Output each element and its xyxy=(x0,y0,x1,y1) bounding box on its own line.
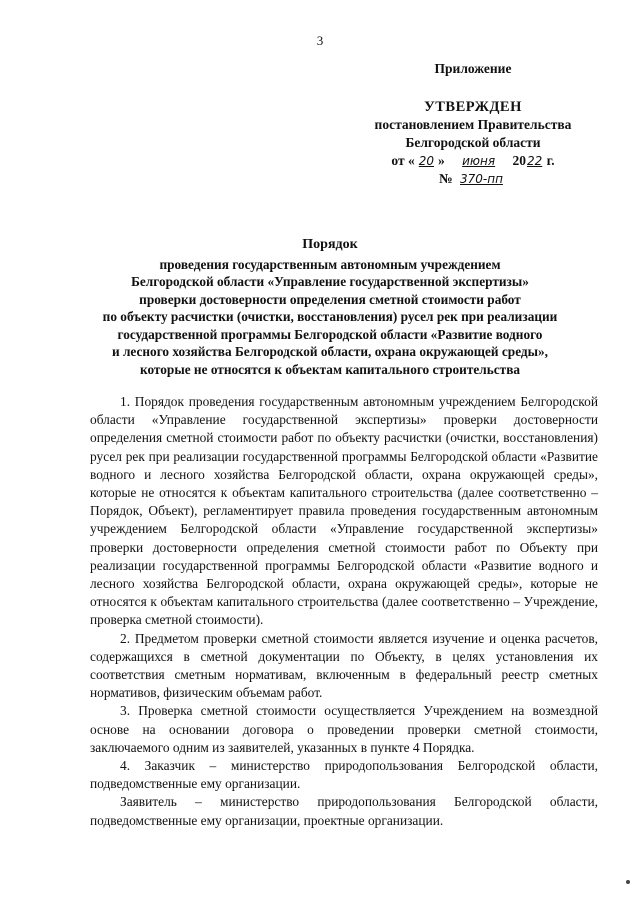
paragraph-3: 3. Проверка сметной стоимости осуществляется Учреждением на возмездной основе на основании договора о проведении проверки сметной стоимости, заключаемого одним из заявителей, указанных в пункте 4 Порядка. xyxy=(90,703,598,755)
paragraph-4: 4. Заказчик – министерство природопользования Белгородской области, подведомственные ему организации. xyxy=(90,758,598,792)
title-line: проверки достоверности определения сметной стоимости работ xyxy=(139,291,521,307)
approval-stamp xyxy=(358,60,588,188)
title-line: которые не относятся к объектам капитального строительства xyxy=(139,361,521,377)
page-number: 3 xyxy=(316,33,324,48)
title-line: проведения государственным автономным учреждением xyxy=(159,256,501,272)
document-title xyxy=(70,236,590,378)
title-line: Белгородской области «Управление государственной экспертизы» xyxy=(131,274,529,289)
date-month: июня xyxy=(462,154,496,168)
document-body xyxy=(90,393,598,830)
date-suffix: г. xyxy=(546,153,555,168)
date-day: 20 xyxy=(418,154,434,168)
approval-number xyxy=(358,170,588,188)
scan-speck xyxy=(626,880,630,884)
approved-label: УТВЕРЖДЕН xyxy=(424,99,522,115)
date-year-suffix: 22 xyxy=(526,154,543,168)
title-line: по объекту расчистки (очистки, восстановления) русел рек при реализации xyxy=(102,309,558,324)
paragraph-2: 2. Предметом проверки сметной стоимости является изучение и оценка расчетов, содержащихся в сметной документации по Объекту, в целях установления их соответствия сметным нормативам, включенным в федеральный реестр сметных нормативов, физическим объемам работ. xyxy=(90,630,598,701)
approval-date xyxy=(358,152,588,170)
approval-line-1: постановлением Правительства xyxy=(374,117,572,132)
paragraph-5: Заявитель – министерство природопользования Белгородской области, подведомственные ему организации, проектные организации. xyxy=(90,794,598,828)
number-value: 370-пп xyxy=(460,172,503,186)
date-mid: » xyxy=(438,153,445,168)
number-prefix: № xyxy=(439,171,453,186)
title-line: государственной программы Белгородской области «Развитие водного xyxy=(117,326,543,342)
approval-line-2: Белгородской области xyxy=(405,135,541,150)
title-line: и лесного хозяйства Белгородской области, охрана окружающей среды», xyxy=(111,344,549,359)
paragraph-1: 1. Порядок проведения государственным автономным учреждением Белгородской области «Управление государственной экспертизы» проверки достоверности определения сметной стоимости работ по объекту расчистки (очистки, восстановления) русел рек при реализации государственной программы Белгородской области «Развитие водного и лесного хозяйства Белгородской области, охрана окружающей среды», которые не относятся к объектам капитального строительства (далее соответственно – Порядок, Объект), регламентирует правила проведения государственным автономным учреждением Белгородской области «Управление государственной экспертизы» проверки достоверности определения сметной стоимости работ по Объекту при реализации государственной программы Белгородской области «Развитие водного и лесного хозяйства Белгородской области, охрана окружающей среды», которые не относятся к объектам капитального строительства (далее соответственно – Учреждение, проверка сметной стоимости). xyxy=(90,394,598,628)
title-heading: Порядок xyxy=(302,237,358,252)
date-year-prefix: 20 xyxy=(512,153,526,168)
appendix-label: Приложение xyxy=(434,61,512,76)
date-prefix: от « xyxy=(391,153,415,168)
